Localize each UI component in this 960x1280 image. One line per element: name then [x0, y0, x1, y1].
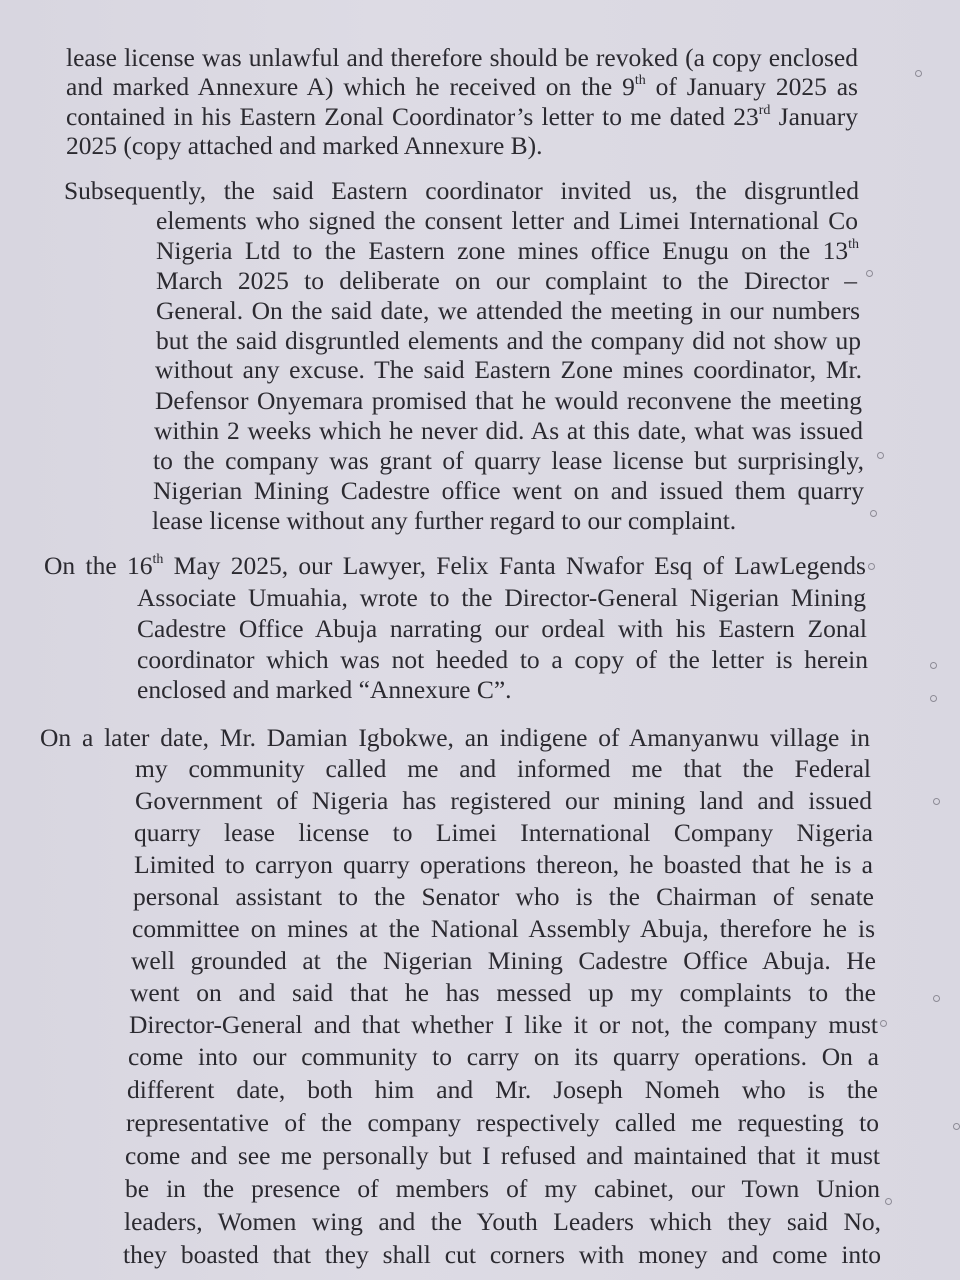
- text-line: enclosed and marked “Annexure C”.: [137, 675, 512, 704]
- paper-speck: [877, 452, 884, 459]
- paper-speck: [866, 270, 873, 277]
- text-line: well grounded at the Nigerian Mining Cadestre Office Abuja. He: [131, 946, 876, 975]
- text-line: Cadestre Office Abuja narrating our ordeal with his Eastern Zonal: [137, 614, 867, 643]
- text-line: they boasted that they shall cut corners with money and come into: [123, 1240, 881, 1269]
- text-line: lease license without any further regard to our complaint.: [152, 506, 737, 535]
- ordinal-suffix: rd: [758, 103, 771, 118]
- text-line: 2025 (copy attached and marked Annexure B).: [66, 131, 543, 160]
- text-line: Government of Nigeria has registered our mining land and issued: [135, 786, 872, 815]
- text-line: elements who signed the consent letter and Limei International Co: [156, 206, 858, 235]
- paper-speck: [930, 662, 937, 669]
- text-line: Defensor Onyemara promised that he would reconvene the meeting: [155, 386, 862, 415]
- text-line: quarry lease license to Limei International Company Nigeria: [134, 818, 873, 847]
- ordinal-suffix: th: [634, 73, 646, 88]
- text-line: went on and said that he has messed up my complaints to the: [130, 978, 876, 1007]
- text-line: come and see me personally but I refused and maintained that it must: [125, 1141, 880, 1170]
- ordinal-suffix: th: [848, 237, 859, 252]
- paper-speck: [870, 510, 877, 517]
- text-line: leaders, Women wing and the Youth Leaders which they said No,: [124, 1207, 881, 1236]
- text-line: coordinator which was not heeded to a copy of the letter is herein: [137, 645, 868, 674]
- text-line: different date, both him and Mr. Joseph Nomeh who is the: [127, 1075, 878, 1104]
- paper-speck: [885, 1198, 892, 1205]
- text-line: Subsequently, the said Eastern coordinator invited us, the disgruntled: [64, 176, 859, 205]
- paper-speck: [915, 70, 922, 77]
- text-line: representative of the company respectively called me requesting to: [126, 1108, 879, 1137]
- paper-speck: [933, 798, 940, 805]
- text-line: be in the presence of members of my cabinet, our Town Union: [125, 1174, 880, 1203]
- text-line: committee on mines at the National Assembly Abuja, therefore he is: [132, 914, 875, 943]
- text-line: On a later date, Mr. Damian Igbokwe, an indigene of Amanyanwu village in: [40, 723, 870, 752]
- text-line: personal assistant to the Senator who is the Chairman of senate: [133, 882, 874, 911]
- text-line: On the 16th May 2025, our Lawyer, Felix Fanta Nwafor Esq of LawLegends: [44, 551, 866, 580]
- text-line: Associate Umuahia, wrote to the Director-General Nigerian Mining: [137, 583, 866, 612]
- text-line: contained in his Eastern Zonal Coordinator’s letter to me dated 23rd January: [66, 102, 858, 131]
- paper-speck: [930, 695, 937, 702]
- text-line: lease license was unlawful and therefore should be revoked (a copy enclosed: [66, 43, 858, 72]
- ordinal-suffix: th: [152, 552, 164, 567]
- paper-speck: [868, 563, 875, 570]
- text-line: my community called me and informed me that the Federal: [135, 754, 871, 783]
- text-line: General. On the said date, we attended the meeting in our numbers: [156, 296, 860, 325]
- text-line: to the company was grant of quarry lease license but surprisingly,: [153, 446, 864, 475]
- paper-speck: [933, 995, 940, 1002]
- text-line: Director-General and that whether I like it or not, the company must: [129, 1010, 878, 1039]
- text-line: within 2 weeks which he never did. As at this date, what was issued: [154, 416, 863, 445]
- paper-speck: [880, 1020, 887, 1027]
- text-line: but the said disgruntled elements and the company did not show up: [156, 326, 861, 355]
- text-line: March 2025 to deliberate on our complaint to the Director –: [156, 266, 857, 295]
- text-line: Limited to carryon quarry operations thereon, he boasted that he is a: [134, 850, 873, 879]
- text-line: without any excuse. The said Eastern Zone mines coordinator, Mr.: [155, 355, 862, 384]
- text-line: come into our community to carry on its quarry operations. On a: [128, 1042, 879, 1071]
- text-line: Nigeria Ltd to the Eastern zone mines office Enugu on the 13th: [156, 236, 859, 265]
- paper-speck: [953, 1123, 960, 1130]
- text-line: and marked Annexure A) which he received on the 9th of January 2025 as: [66, 72, 858, 101]
- text-line: Nigerian Mining Cadestre office went on and issued them quarry: [153, 476, 864, 505]
